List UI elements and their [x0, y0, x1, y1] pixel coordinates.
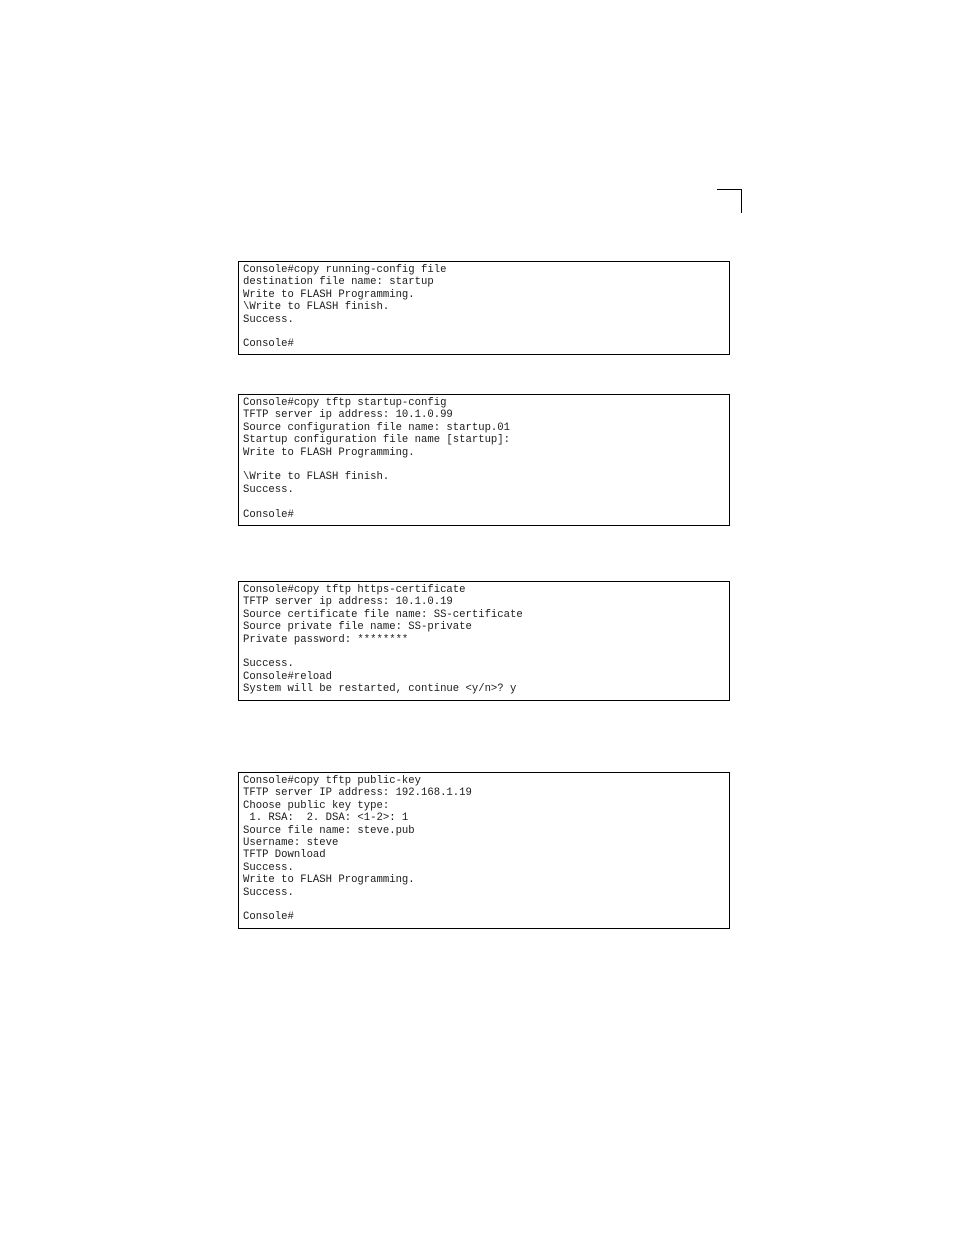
code-example-tftp-https-certificate	[238, 581, 730, 701]
code-text: Console#copy tftp startup-config TFTP server ip address: 10.1.0.99 Source configuration file name: startup.01 Startup configuration file name [startup]: Write to FLASH Programming. \Write to FLASH finish. Success. Console#	[243, 397, 511, 521]
code-example-tftp-public-key	[238, 772, 730, 929]
code-text: Console#copy running-config file destination file name: startup Write to FLASH Programming. \Write to FLASH finish. Success. Console#	[243, 264, 447, 351]
code-text: Console#copy tftp public-key TFTP server IP address: 192.168.1.19 Choose public key type: 1. RSA: 2. DSA: <1-2>: 1 Source file name: steve.pub Username: steve TFTP Download Success. Write to FLASH Programming. Success. Console#	[243, 775, 472, 924]
code-example-tftp-to-startup-config	[238, 394, 730, 526]
page-corner-mark	[717, 189, 742, 213]
code-example-running-config-to-file	[238, 261, 730, 355]
code-text: Console#copy tftp https-certificate TFTP server ip address: 10.1.0.19 Source certificate file name: SS-certificate Source private file name: SS-private Private password: ******** Success. Console#reload System will be restarted, continue <y/n>? y	[243, 584, 523, 696]
